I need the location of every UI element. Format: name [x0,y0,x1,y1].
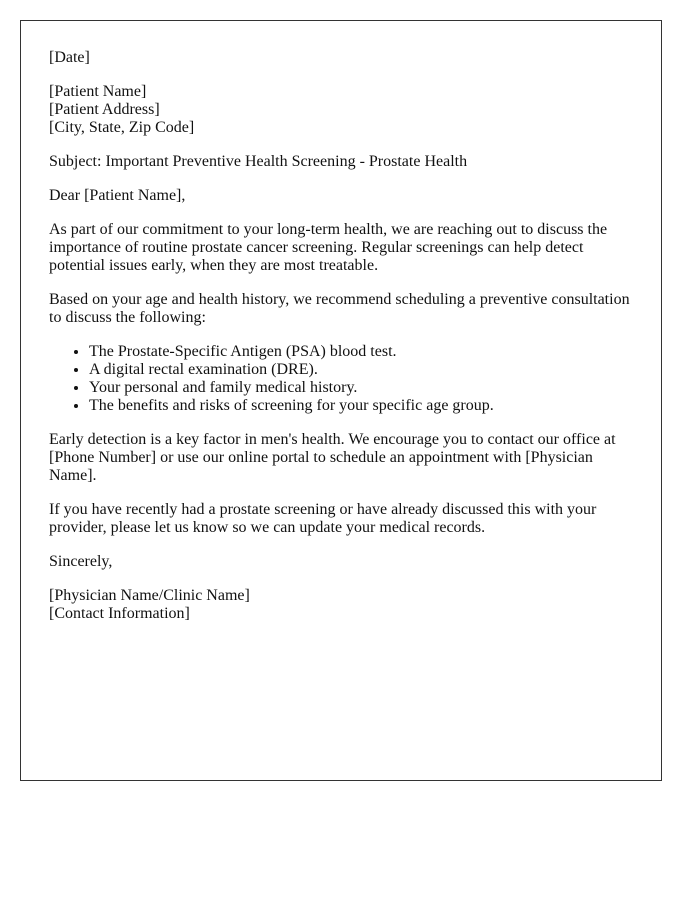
discussion-list [49,343,634,415]
letter-document [20,20,662,781]
signature-block [49,587,634,623]
recipient-block [49,83,634,137]
signoff: Sincerely, [49,553,113,570]
letter-subject: Subject: Important Preventive Health Screening - Prostate Health [49,153,468,170]
intro-paragraph: As part of our commitment to your long-term health, we are reaching out to discuss the importance of routine prostate cancer screening. Regular screenings can help detect potential issues early, when they are most treatable. [49,221,608,274]
early-detection-paragraph: Early detection is a key factor in men's health. We encourage you to contact our office at [Phone Number] or use our online portal to schedule an appointment with [Physician Name]. [49,431,616,484]
list-item: • The Prostate-Specific Antigen (PSA) blood test. [89,343,634,361]
letter-date: [Date] [49,49,90,66]
list-item: • Your personal and family medical history. [89,379,634,397]
update-records-paragraph: If you have recently had a prostate screening or have already discussed this with your provider, please let us know so we can update your medical records. [49,501,597,536]
recipient-name: [Patient Name] [49,83,147,100]
recipient-city-state-zip: [City, State, Zip Code] [49,119,195,136]
list-item: • The benefits and risks of screening for your specific age group. [89,397,634,415]
recommendation-paragraph: Based on your age and health history, we recommend scheduling a preventive consultation to discuss the following: [49,291,630,326]
list-item: • A digital rectal examination (DRE). [89,361,634,379]
recipient-address: [Patient Address] [49,101,160,118]
signature-name: [Physician Name/Clinic Name] [49,587,250,604]
salutation: Dear [Patient Name], [49,187,186,204]
signature-contact: [Contact Information] [49,605,190,622]
